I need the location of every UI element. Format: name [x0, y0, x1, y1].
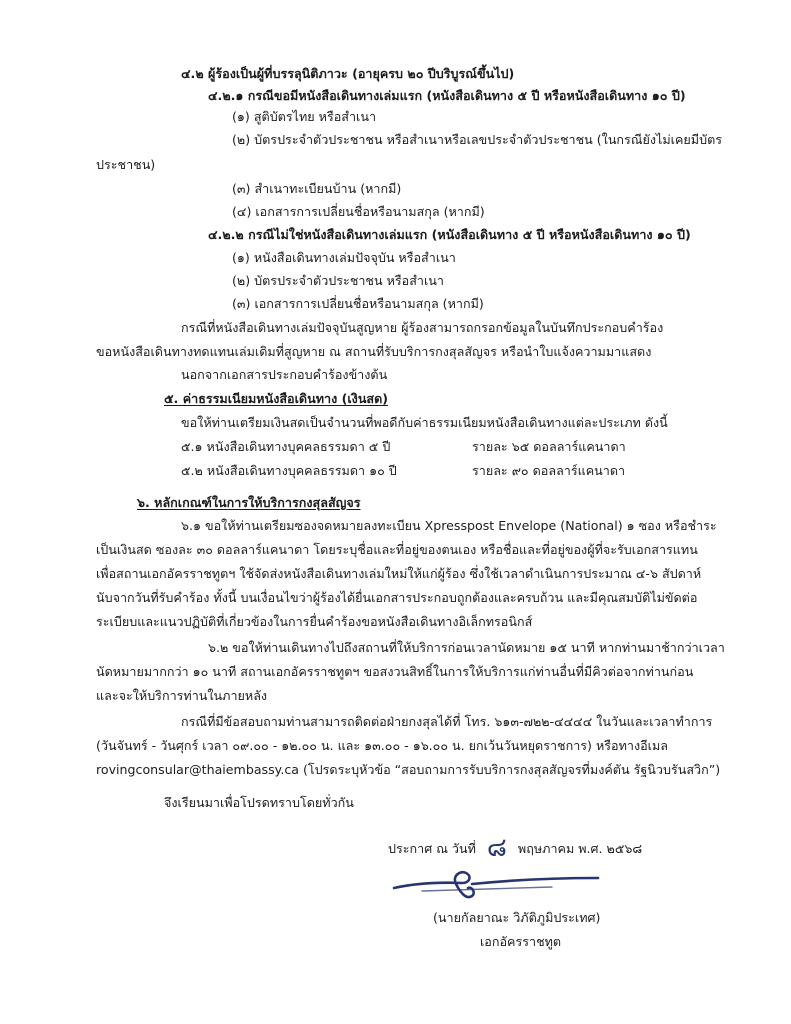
signer-name: (นายกัลยาณะ วิภัติภูมิประเทศ) [433, 910, 601, 925]
list-item: (๓) เอกสารการเปลี่ยนชื่อหรือนามสกุล (หากมี) [232, 296, 484, 311]
announcement-date [388, 833, 643, 863]
signature-mark [392, 866, 602, 906]
list-item: (๑) สูติบัตรไทย หรือสำเนา [232, 109, 377, 124]
lost-passport-paragraph: ขอหนังสือเดินทางทดแทนเล่มเดิมที่สูญหาย ณ สถานที่รับบริการกงสุลสัญจร หรือนำใบแจ้งความมาแสดง [96, 344, 652, 359]
list-item-continuation: ประชาชน) [96, 157, 156, 172]
closing-line: จึงเรียนมาเพื่อโปรดทราบโดยทั่วกัน [164, 795, 354, 810]
fee-intro: ขอให้ท่านเตรียมเงินสดเป็นจำนวนที่พอดีกับค่าธรรมเนียมหนังสือเดินทางแต่ละประเภท ดังนี้ [181, 415, 668, 430]
fee-item: ๕.๒ หนังสือเดินทางบุคคลธรรมดา ๑๐ ปี [181, 463, 397, 478]
paragraph-6-1: เพื่อสถานเอกอัครราชทูตฯ ใช้จัดส่งหนังสือเดินทางเล่มใหม่ให้แก่ผู้ร้อง ซึ่งใช้เวลาดำเนินการประมาณ ๔-๖ สัปดาห์ [96, 566, 702, 581]
fee-price: รายละ ๙๐ ดอลลาร์แคนาดา [472, 463, 626, 478]
announce-month-year: พฤษภาคม พ.ศ. ๒๕๖๘ [517, 841, 643, 856]
announce-day: ๘ [486, 833, 507, 863]
announce-prefix: ประกาศ ณ วันที่ [388, 841, 476, 856]
list-item: (๔) เอกสารการเปลี่ยนชื่อหรือนามสกุล (หากมี) [232, 204, 485, 219]
contact-paragraph: (วันจันทร์ - วันศุกร์ เวลา ๐๙.๐๐ - ๑๒.๐๐ น. และ ๑๓.๐๐ - ๑๖.๐๐ น. ยกเว้นวันหยุดราชการ) หรือทางอีเมล [96, 738, 669, 753]
section-5-heading: ๕. ค่าธรรมเนียมหนังสือเดินทาง (เงินสด) [164, 391, 389, 406]
lost-passport-paragraph: กรณีที่หนังสือเดินทางเล่มปัจจุบันสูญหาย ผู้ร้องสามารถกรอกข้อมูลในบันทึกประกอบคำร้อง [181, 320, 664, 335]
section-4-2-1-heading: ๔.๒.๑ กรณีขอมีหนังสือเดินทางเล่มแรก (หนังสือเดินทาง ๕ ปี หรือหนังสือเดินทาง ๑๐ ปี) [208, 88, 686, 103]
paragraph-6-2: นัดหมายมากกว่า ๑๐ นาที สถานเอกอัครราชทูตฯ ขอสงวนสิทธิ์ในการให้บริการแก่ท่านอื่นที่มีคิวต่อจากท่านก่อน [96, 664, 694, 679]
list-item: (๒) บัตรประจำตัวประชาชน หรือสำเนาหรือเลขประจำตัวประชาชน (ในกรณียังไม่เคยมีบัตร [232, 132, 723, 147]
paragraph-6-2: และจะให้บริการท่านในภายหลัง [96, 688, 268, 703]
paragraph-6-1: เป็นเงินสด ซองละ ๓๐ ดอลลาร์แคนาดา โดยระบุชื่อและที่อยู่ของตนเอง หรือชื่อและที่อยู่ของผู้ที่จะรับเอกสารแทน [96, 542, 698, 557]
section-4-2-heading: ๔.๒ ผู้ร้องเป็นผู้ที่บรรลุนิติภาวะ (อายุครบ ๒๐ ปีบริบูรณ์ขึ้นไป) [181, 66, 515, 81]
signer-title: เอกอัครราชทูต [480, 934, 562, 949]
fee-item: ๕.๑ หนังสือเดินทางบุคคลธรรมดา ๕ ปี [181, 439, 391, 454]
list-item: (๒) บัตรประจำตัวประชาชน หรือสำเนา [232, 273, 444, 288]
paragraph-6-1: ๖.๑ ขอให้ท่านเตรียมซองจดหมายลงทะเบียน Xpresspost Envelope (National) ๑ ซอง หรือชำระ [181, 518, 717, 533]
paragraph-6-2: ๖.๒ ขอให้ท่านเดินทางไปถึงสถานที่ให้บริการก่อนเวลานัดหมาย ๑๕ นาที หากท่านมาช้ากว่าเวลา [208, 640, 725, 655]
list-item: (๓) สำเนาทะเบียนบ้าน (หากมี) [232, 181, 402, 196]
fee-price: รายละ ๖๕ ดอลลาร์แคนาดา [472, 439, 626, 454]
contact-paragraph: rovingconsular@thaiembassy.ca (โปรดระบุหัวข้อ “สอบถามการรับบริการกงสุลสัญจรที่มงค์ตัน รัฐนิวบรันสวิก”) [96, 762, 721, 777]
contact-paragraph: กรณีที่มีข้อสอบถามท่านสามารถติดต่อฝ่ายกงสุลได้ที่ โทร. ๖๑๓-๗๒๒-๔๔๔๔ ในวันและเวลาทำการ [181, 714, 713, 729]
paragraph-6-1: นับจากวันที่รับคำร้อง ทั้งนี้ บนเงื่อนไขว่าผู้ร้องได้ยื่นเอกสารประกอบถูกต้องและครบถ้วน และมีคุณสมบัติไม่ขัดต่อ [96, 590, 698, 605]
paragraph-6-1: ระเบียบและแนวปฏิบัติที่เกี่ยวข้องในการยื่นคำร้องขอหนังสือเดินทางอิเล็กทรอนิกส์ [96, 614, 533, 629]
section-4-2-2-heading: ๔.๒.๒ กรณีไม่ใช่หนังสือเดินทางเล่มแรก (หนังสือเดินทาง ๕ ปี หรือหนังสือเดินทาง ๑๐ ปี) [208, 227, 691, 242]
lost-passport-paragraph: นอกจากเอกสารประกอบคำร้องข้างต้น [181, 367, 388, 382]
section-6-heading: ๖. หลักเกณฑ์ในการให้บริการกงสุลสัญจร [137, 495, 361, 510]
list-item: (๑) หนังสือเดินทางเล่มปัจจุบัน หรือสำเนา [232, 250, 456, 265]
